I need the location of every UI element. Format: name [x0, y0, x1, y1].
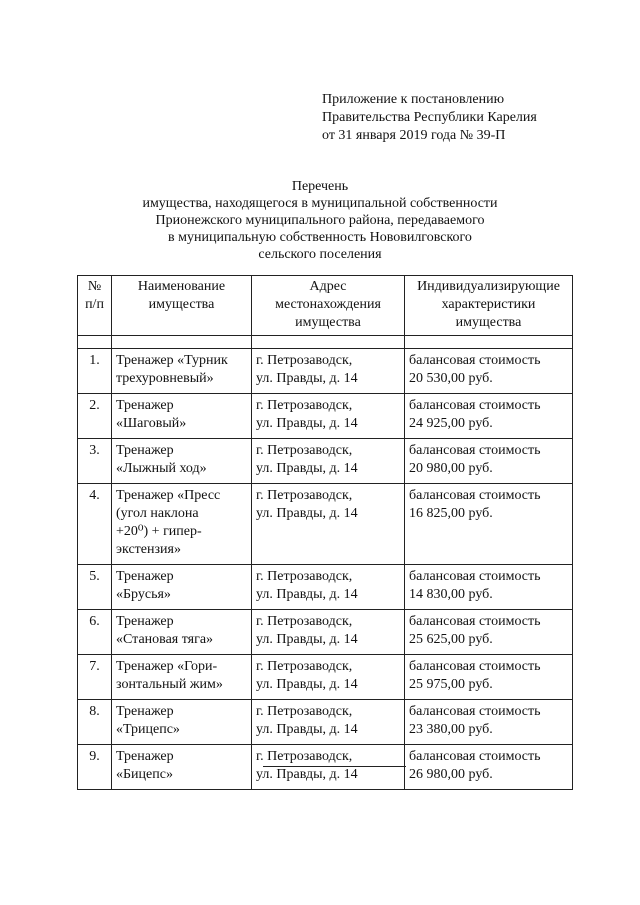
- item-characteristics-line: балансовая стоимость: [409, 353, 541, 368]
- item-name: [112, 439, 252, 484]
- gap-cell: [78, 336, 112, 349]
- row-number: 4.: [78, 484, 112, 565]
- item-name-line: «Становая тяга»: [116, 632, 214, 647]
- table-row: [78, 394, 573, 439]
- item-address: [252, 565, 405, 610]
- header-line: имущества: [295, 315, 361, 330]
- table-row: [78, 565, 573, 610]
- item-address-line: ул. Правды, д. 14: [256, 632, 358, 647]
- item-name-line: Тренажер «Пресс: [116, 488, 221, 503]
- item-name-line: Тренажер: [116, 443, 174, 458]
- item-characteristics-line: 24 925,00 руб.: [409, 416, 493, 431]
- item-name-line: +20⁰) + гипер-: [116, 524, 202, 539]
- header-address: [252, 276, 405, 336]
- item-characteristics-line: 14 830,00 руб.: [409, 587, 493, 602]
- item-name: [112, 394, 252, 439]
- item-characteristics-line: 23 380,00 руб.: [409, 722, 493, 737]
- table-row: [78, 484, 573, 565]
- item-name-line: Тренажер: [116, 569, 174, 584]
- property-table: [77, 275, 573, 790]
- gap-cell: [252, 336, 405, 349]
- appendix-line: Приложение к постановлению: [322, 92, 505, 107]
- item-name-line: зонтальный жим»: [116, 677, 223, 692]
- item-name: [112, 565, 252, 610]
- item-characteristics-line: 16 825,00 руб.: [409, 506, 493, 521]
- gap-cell: [112, 336, 252, 349]
- item-characteristics-line: 20 980,00 руб.: [409, 461, 493, 476]
- header-line: п/п: [85, 297, 104, 312]
- item-address-line: г. Петрозаводск,: [256, 398, 353, 413]
- row-number: 5.: [78, 565, 112, 610]
- item-characteristics-line: 26 980,00 руб.: [409, 767, 493, 782]
- item-characteristics: [405, 439, 573, 484]
- item-characteristics-line: балансовая стоимость: [409, 569, 541, 584]
- item-address-line: г. Петрозаводск,: [256, 704, 353, 719]
- item-name-line: «Бицепс»: [116, 767, 173, 782]
- header-line: характеристики: [441, 297, 536, 312]
- header-name: [112, 276, 252, 336]
- item-name-line: (угол наклона: [116, 506, 199, 521]
- item-address-line: ул. Правды, д. 14: [256, 506, 358, 521]
- item-characteristics: [405, 394, 573, 439]
- row-number: 8.: [78, 700, 112, 745]
- item-name-line: Тренажер: [116, 704, 174, 719]
- title-line: Перечень: [291, 179, 349, 194]
- item-characteristics-line: 25 975,00 руб.: [409, 677, 493, 692]
- header-line: Индивидуализирующие: [417, 279, 560, 294]
- appendix-line: от 31 января 2019 года № 39-П: [322, 128, 506, 143]
- header-line: имущества: [455, 315, 522, 330]
- item-characteristics-line: балансовая стоимость: [409, 704, 541, 719]
- item-name-line: Тренажер «Гори-: [116, 659, 218, 674]
- item-characteristics-line: балансовая стоимость: [409, 749, 541, 764]
- item-characteristics-line: балансовая стоимость: [409, 659, 541, 674]
- item-name: [112, 655, 252, 700]
- item-characteristics-line: балансовая стоимость: [409, 614, 541, 629]
- item-characteristics: [405, 349, 573, 394]
- table-header-row: [78, 276, 573, 336]
- item-name-line: Тренажер «Турник: [116, 353, 228, 368]
- item-name-line: Тренажер: [116, 614, 174, 629]
- item-name: [112, 484, 252, 565]
- item-address-line: ул. Правды, д. 14: [256, 371, 358, 386]
- item-address-line: г. Петрозаводск,: [256, 569, 353, 584]
- title-line: в муниципальную собственность Нововилговского: [168, 230, 472, 245]
- item-characteristics-line: балансовая стоимость: [409, 398, 541, 413]
- item-characteristics: [405, 745, 573, 790]
- item-address-line: г. Петрозаводск,: [256, 749, 353, 764]
- item-name: [112, 745, 252, 790]
- row-number: 2.: [78, 394, 112, 439]
- title-line: Прионежского муниципального района, передаваемого: [155, 213, 485, 228]
- item-address-line: г. Петрозаводск,: [256, 353, 353, 368]
- appendix-line: Правительства Республики Карелия: [322, 110, 537, 125]
- item-name-line: Тренажер: [116, 398, 174, 413]
- row-number: 1.: [78, 349, 112, 394]
- table-row: [78, 700, 573, 745]
- item-address: [252, 349, 405, 394]
- item-address-line: ул. Правды, д. 14: [256, 416, 358, 431]
- item-address-line: г. Петрозаводск,: [256, 443, 353, 458]
- item-characteristics: [405, 700, 573, 745]
- table-row: [78, 349, 573, 394]
- item-name-line: «Брусья»: [116, 587, 171, 602]
- table-body: [78, 349, 573, 790]
- item-address-line: ул. Правды, д. 14: [256, 722, 358, 737]
- item-name-line: Тренажер: [116, 749, 174, 764]
- item-address-line: ул. Правды, д. 14: [256, 461, 358, 476]
- item-name-line: трехуровневый»: [116, 371, 214, 386]
- header-line: №: [87, 279, 102, 294]
- item-address: [252, 439, 405, 484]
- item-name-line: экстензия»: [116, 542, 181, 557]
- item-address: [252, 484, 405, 565]
- item-address: [252, 610, 405, 655]
- item-address: [252, 655, 405, 700]
- item-address: [252, 745, 405, 790]
- item-address: [252, 700, 405, 745]
- table-row: [78, 439, 573, 484]
- item-characteristics-line: балансовая стоимость: [409, 488, 541, 503]
- header-line: Адрес: [309, 279, 347, 294]
- header-gap-row: [78, 336, 573, 349]
- document-title: [0, 178, 640, 263]
- item-address-line: г. Петрозаводск,: [256, 659, 353, 674]
- row-number: 6.: [78, 610, 112, 655]
- table-row: [78, 655, 573, 700]
- header-line: местонахождения: [275, 297, 381, 312]
- table-row: [78, 610, 573, 655]
- item-address-line: ул. Правды, д. 14: [256, 587, 358, 602]
- item-characteristics: [405, 565, 573, 610]
- item-characteristics-line: балансовая стоимость: [409, 443, 541, 458]
- item-name: [112, 610, 252, 655]
- table-row: [78, 745, 573, 790]
- item-characteristics: [405, 655, 573, 700]
- header-num: [78, 276, 112, 336]
- gap-cell: [405, 336, 573, 349]
- item-address: [252, 394, 405, 439]
- item-characteristics: [405, 610, 573, 655]
- appendix-block: [322, 91, 537, 145]
- item-address-line: ул. Правды, д. 14: [256, 767, 358, 782]
- row-number: 7.: [78, 655, 112, 700]
- item-characteristics: [405, 484, 573, 565]
- item-name-line: «Трицепс»: [116, 722, 180, 737]
- item-characteristics-line: 20 530,00 руб.: [409, 371, 493, 386]
- title-line: сельского поселения: [258, 247, 382, 262]
- row-number: 3.: [78, 439, 112, 484]
- item-name-line: «Лыжный ход»: [116, 461, 207, 476]
- item-name: [112, 349, 252, 394]
- item-address-line: ул. Правды, д. 14: [256, 677, 358, 692]
- header-line: Наименование: [137, 279, 226, 294]
- header-line: имущества: [148, 297, 215, 312]
- item-address-line: г. Петрозаводск,: [256, 614, 353, 629]
- title-line: имущества, находящегося в муниципальной собственности: [142, 196, 498, 211]
- item-address-line: г. Петрозаводск,: [256, 488, 353, 503]
- footer-divider: [263, 766, 406, 767]
- header-characteristics: [405, 276, 573, 336]
- row-number: 9.: [78, 745, 112, 790]
- item-characteristics-line: 25 625,00 руб.: [409, 632, 493, 647]
- item-name: [112, 700, 252, 745]
- item-name-line: «Шаговый»: [116, 416, 187, 431]
